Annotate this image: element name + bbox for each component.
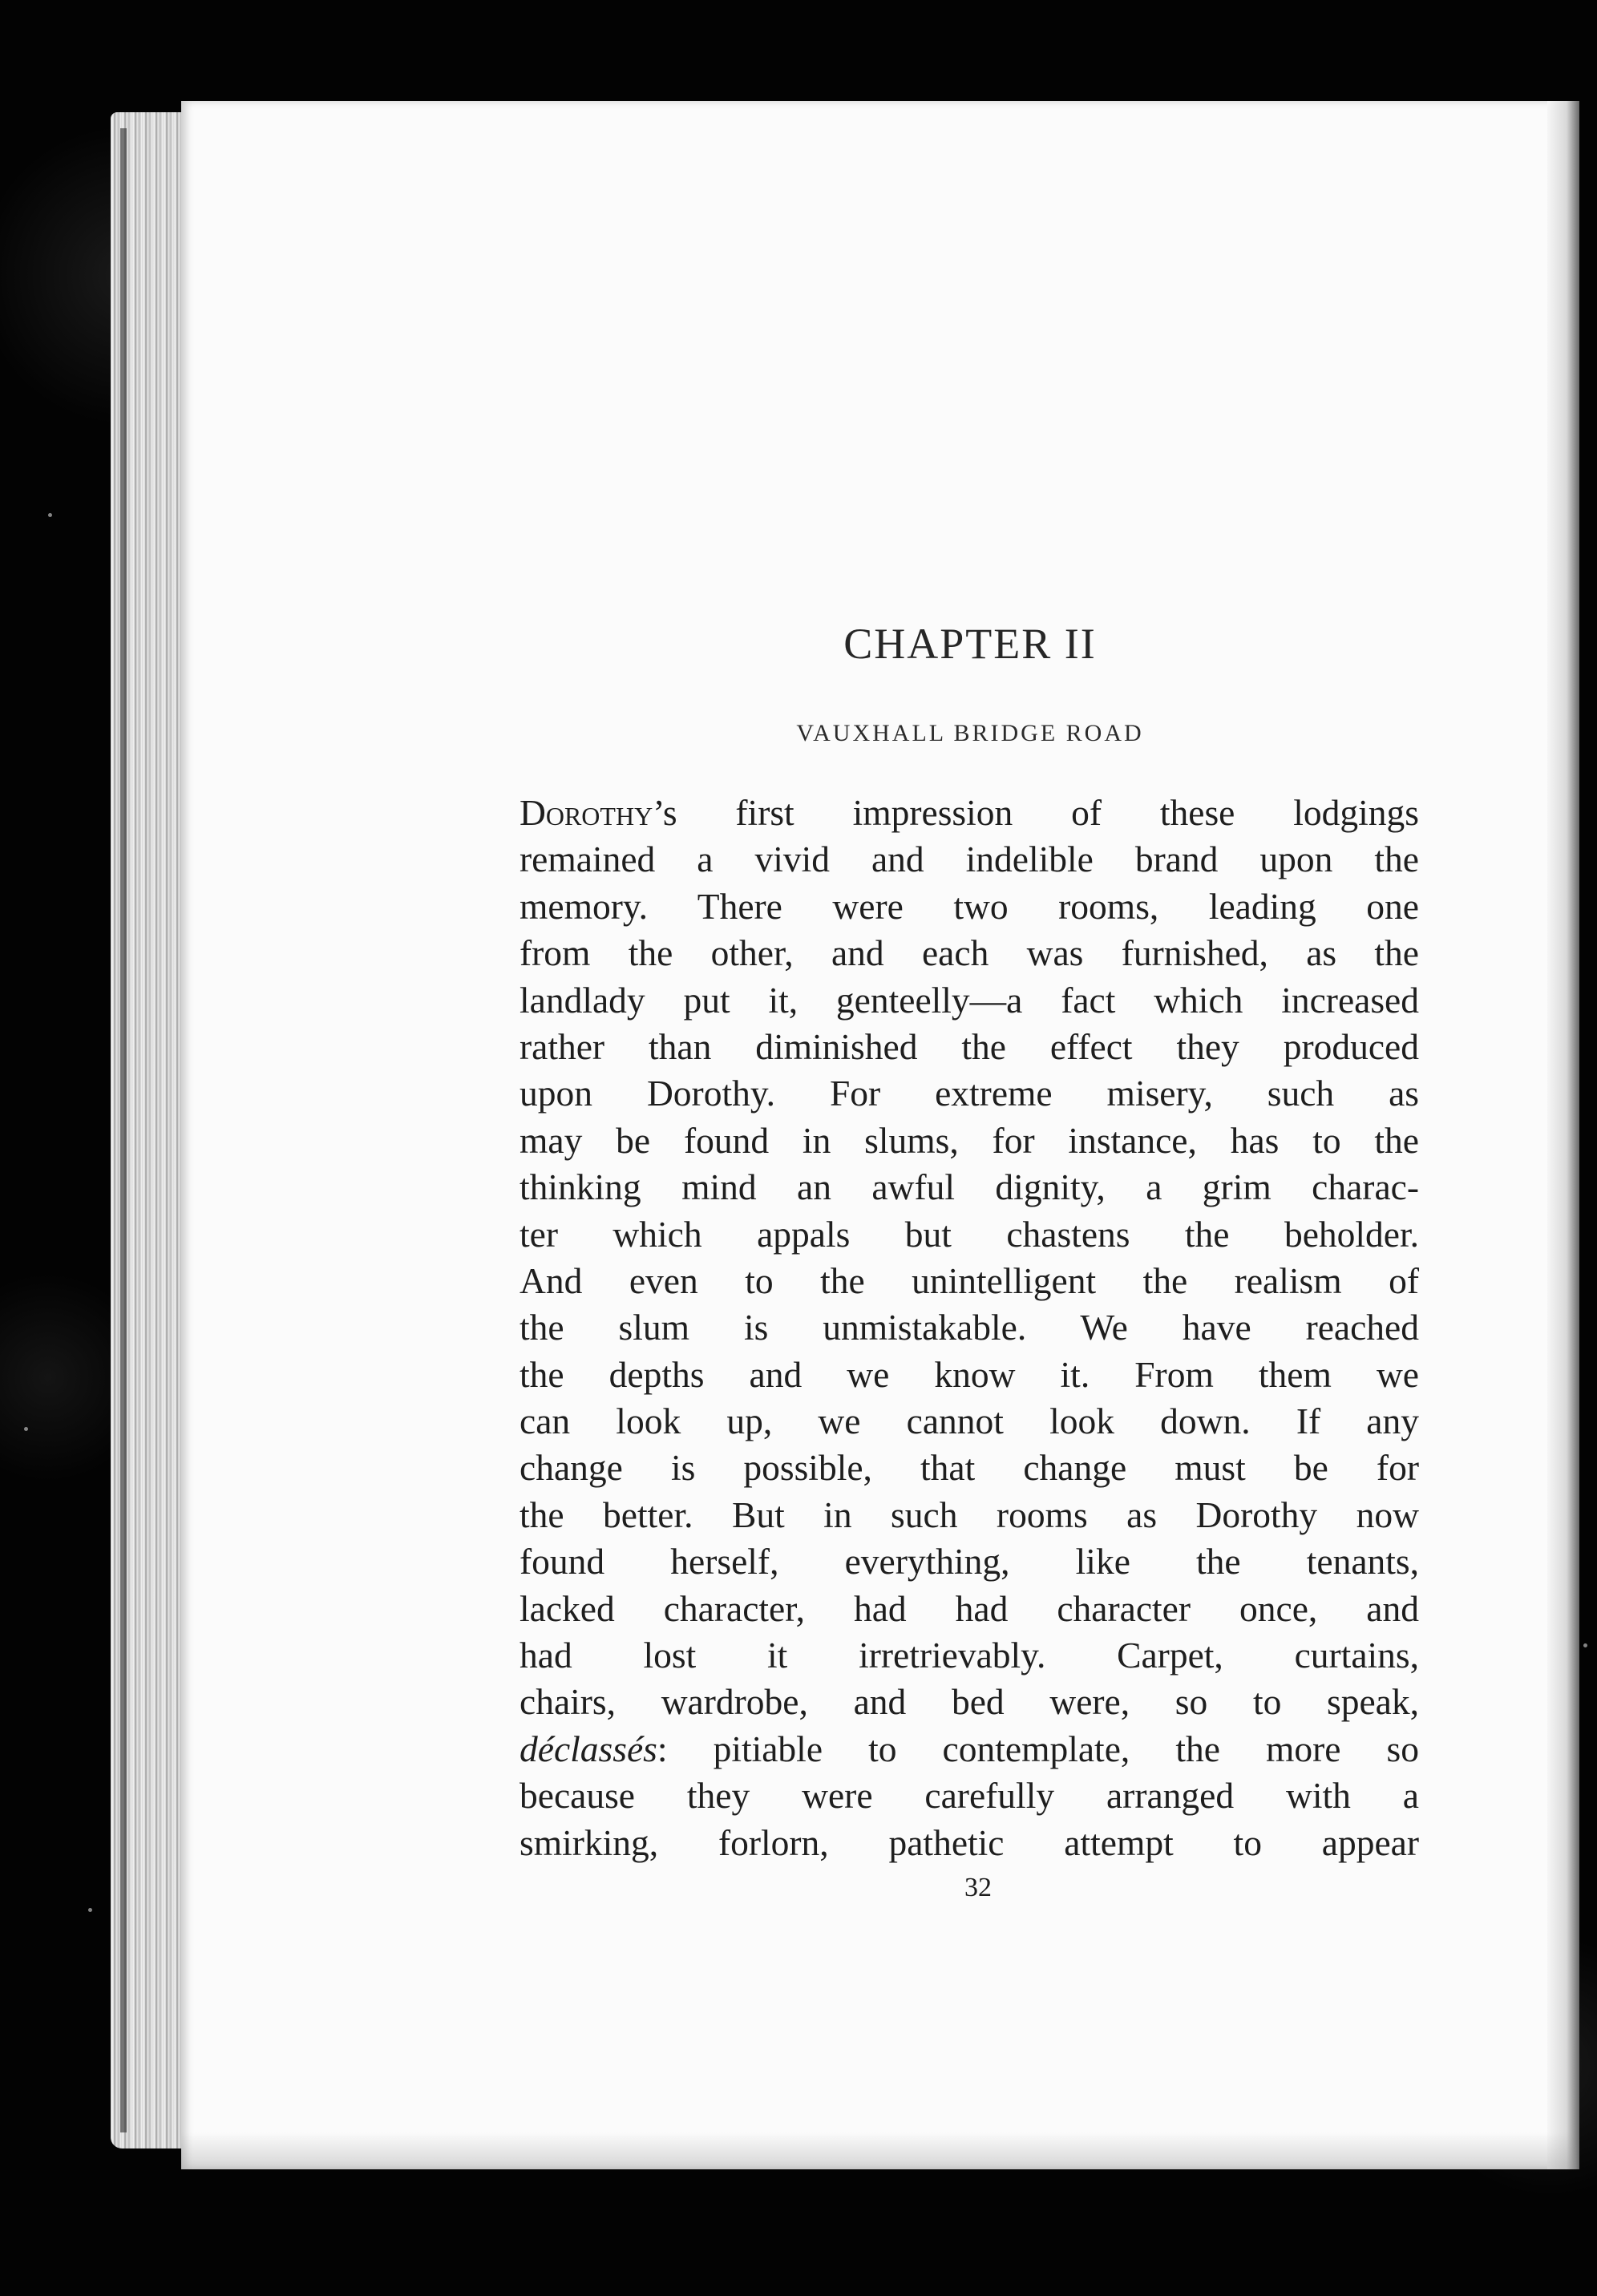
chapter-subtitle: VAUXHALL BRIDGE ROAD — [796, 720, 1144, 746]
text-line: the better. But in such rooms as Dorothy now — [520, 1494, 1419, 1535]
text-line: found herself, everything, like the tenants, — [520, 1541, 1419, 1583]
text-line: from the other, and each was furnished, as the — [520, 932, 1419, 974]
text-line: chairs, wardrobe, and bed were, so to speak, — [520, 1681, 1419, 1723]
page-right-edge — [1547, 101, 1579, 2169]
text-line: upon Dorothy. For extreme misery, such as — [520, 1073, 1419, 1114]
opening-word: Dorothy — [520, 792, 653, 833]
text-line: lacked character, had had character once, and — [520, 1587, 1419, 1629]
text-line: ter which appals but chastens the beholder. — [520, 1213, 1419, 1255]
text-line: change is possible, that change must be for — [520, 1447, 1419, 1489]
dust-speck — [88, 1908, 92, 1912]
text-line: because they were carefully arranged with a — [520, 1775, 1419, 1817]
dust-speck — [1583, 1643, 1587, 1647]
text-line: And even to the unintelligent the realism of — [520, 1259, 1419, 1301]
dust-speck — [24, 1427, 28, 1431]
dust-speck — [48, 513, 52, 517]
text-line: can look up, we cannot look down. If any — [520, 1401, 1419, 1442]
page-bottom-edge — [181, 2132, 1576, 2169]
chapter-title: CHAPTER II — [843, 620, 1097, 668]
text-line: remained a vivid and indelible brand upon the — [520, 839, 1419, 880]
italic-term: déclassés — [520, 1728, 657, 1769]
text-line: rather than diminished the effect they produced — [520, 1025, 1419, 1067]
text-line: may be found in slums, for instance, has to the — [520, 1119, 1419, 1161]
book-gutter-shadow — [120, 128, 127, 2132]
text-line: thinking mind an awful dignity, a grim charac- — [520, 1166, 1419, 1208]
text-line: memory. There were two rooms, leading one — [520, 885, 1419, 927]
page-number: 32 — [964, 1873, 992, 1902]
text-line: the depths and we know it. From them we — [520, 1353, 1419, 1395]
text-line: the slum is unmistakable. We have reached — [520, 1307, 1419, 1348]
text-line: déclassés: pitiable to contemplate, the more so — [520, 1728, 1419, 1769]
text-line: landlady put it, genteelly—a fact which increased — [520, 979, 1419, 1021]
text-line: smirking, forlorn, pathetic attempt to appear — [520, 1821, 1419, 1863]
text-line: Dorothy’s first impression of these lodgings — [520, 792, 1419, 833]
text-line: had lost it irretrievably. Carpet, curtains, — [520, 1635, 1419, 1676]
chapter-body-text — [520, 790, 1419, 1866]
